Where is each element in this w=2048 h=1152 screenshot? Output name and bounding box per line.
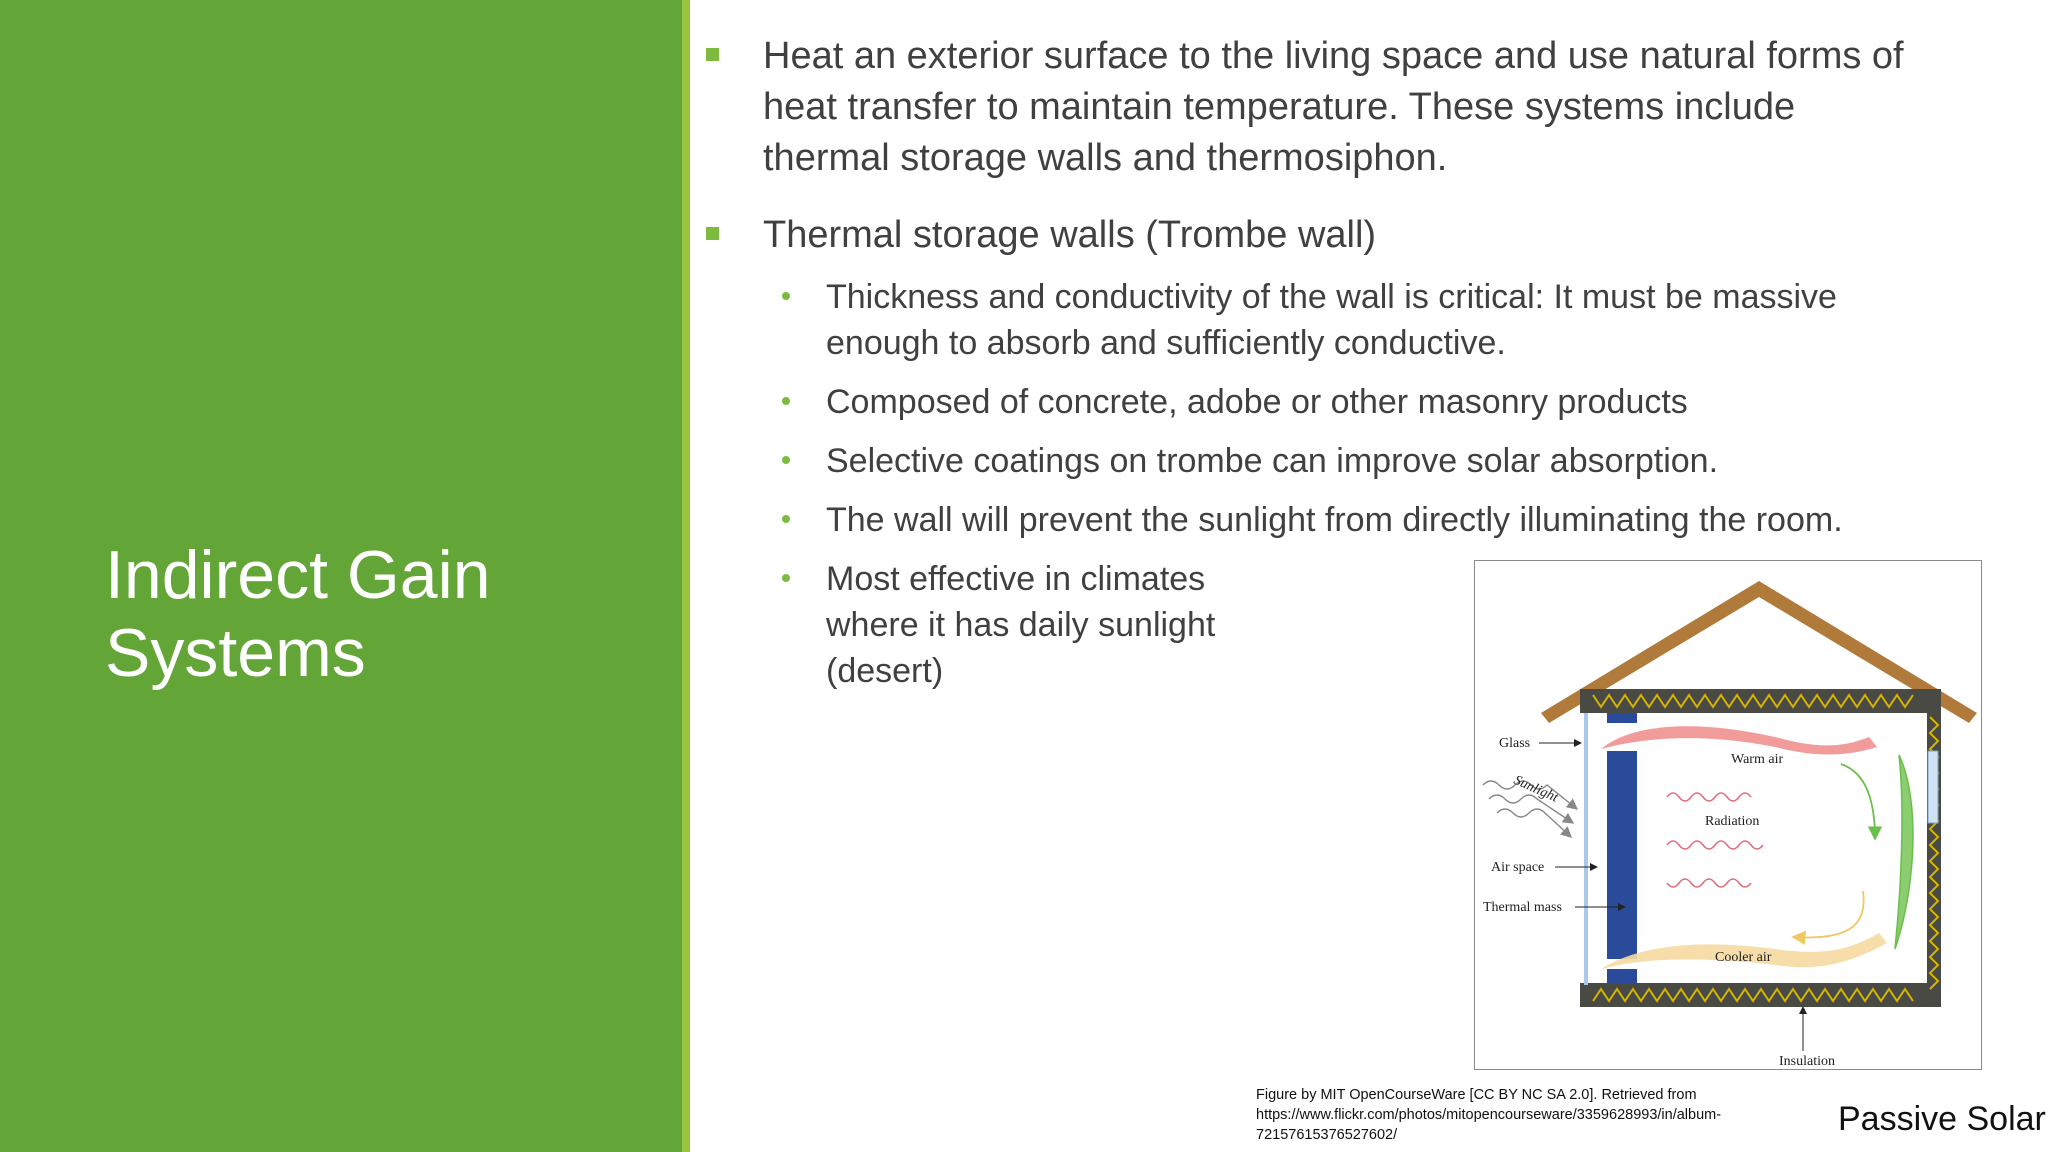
sub-bullet-line: where it has daily sunlight — [826, 606, 1216, 644]
bullet-line: Thermal storage walls (Trombe wall) — [763, 214, 1377, 256]
round-bullet-icon — [782, 397, 790, 405]
sub-bullet-line: The wall will prevent the sunlight from directly illuminating the room. — [826, 501, 1843, 539]
sunlight-label: Sunlight — [1511, 772, 1561, 806]
sub-bullet-line: Thickness and conductivity of the wall is critical: It must be massive — [826, 278, 1837, 316]
glass-label: Glass — [1499, 736, 1531, 751]
right-window — [1928, 751, 1938, 823]
bullet-text — [763, 31, 2013, 184]
radiation-wave — [1667, 793, 1751, 801]
sub-bullet-line: enough to absorb and sufficiently conductive. — [826, 324, 1506, 362]
credit-line: Figure by MIT OpenCourseWare [CC BY NC SA 2.0]. Retrieved from — [1256, 1087, 1697, 1103]
bullet-text — [763, 210, 2013, 261]
cooler-air-arrow — [1793, 891, 1864, 938]
round-bullet-icon — [782, 515, 790, 523]
thermal-mass-top — [1607, 713, 1637, 723]
radiation-wave — [1667, 879, 1751, 887]
slide-title-line-2: Systems — [105, 614, 366, 691]
cooler-air-label: Cooler air — [1715, 950, 1772, 965]
sub-bullet-text — [826, 274, 2016, 366]
sub-bullet-text — [826, 438, 2016, 484]
round-bullet-icon — [782, 574, 790, 582]
sub-bullet-text — [826, 497, 2016, 543]
thermal-mass-bottom — [1607, 969, 1637, 983]
radiation-label: Radiation — [1705, 814, 1760, 829]
sub-bullet-line: Selective coatings on trombe can improve solar absorption. — [826, 442, 1719, 480]
footer-label: Passive Solar — [1838, 1100, 2046, 1138]
slide-title — [105, 536, 665, 692]
square-bullet-icon — [706, 227, 719, 240]
round-bullet-icon — [782, 292, 790, 300]
bullet-line: Heat an exterior surface to the living space and use natural forms of — [763, 35, 1904, 77]
round-bullet-icon — [782, 456, 790, 464]
sub-bullet-line: (desert) — [826, 652, 944, 690]
figure-credit — [1256, 1085, 1816, 1145]
warm-air-label: Warm air — [1731, 752, 1784, 767]
radiation-wave — [1667, 841, 1763, 849]
slide-title-line-1: Indirect Gain — [105, 536, 491, 613]
square-bullet-icon — [706, 48, 719, 61]
thermal-mass — [1607, 751, 1637, 959]
warm-air-flow — [1601, 726, 1877, 754]
trombe-wall-diagram — [1475, 561, 1981, 1069]
sub-bullet-text — [826, 379, 2016, 425]
credit-url-line: 72157615376527602/ — [1256, 1127, 1398, 1143]
bullet-line: heat transfer to maintain temperature. These systems include — [763, 86, 1796, 128]
trombe-wall-figure — [1474, 560, 1982, 1070]
thermal-mass-label: Thermal mass — [1483, 900, 1562, 915]
sub-bullet-line: Most effective in climates — [826, 560, 1206, 598]
air-space-label: Air space — [1491, 860, 1545, 875]
bullet-line: thermal storage walls and thermosiphon. — [763, 137, 1448, 179]
insulation-label: Insulation — [1779, 1054, 1835, 1069]
warm-air-arrow — [1841, 764, 1875, 839]
sub-bullet-line: Composed of concrete, adobe or other masonry products — [826, 383, 1688, 421]
circulation-band — [1895, 755, 1913, 949]
sunlight-ray — [1497, 809, 1571, 837]
credit-url-line: https://www.flickr.com/photos/mitopencourseware/3359628993/in/album- — [1256, 1107, 1722, 1123]
glass-pane — [1584, 713, 1588, 985]
accent-strip — [682, 0, 690, 1152]
